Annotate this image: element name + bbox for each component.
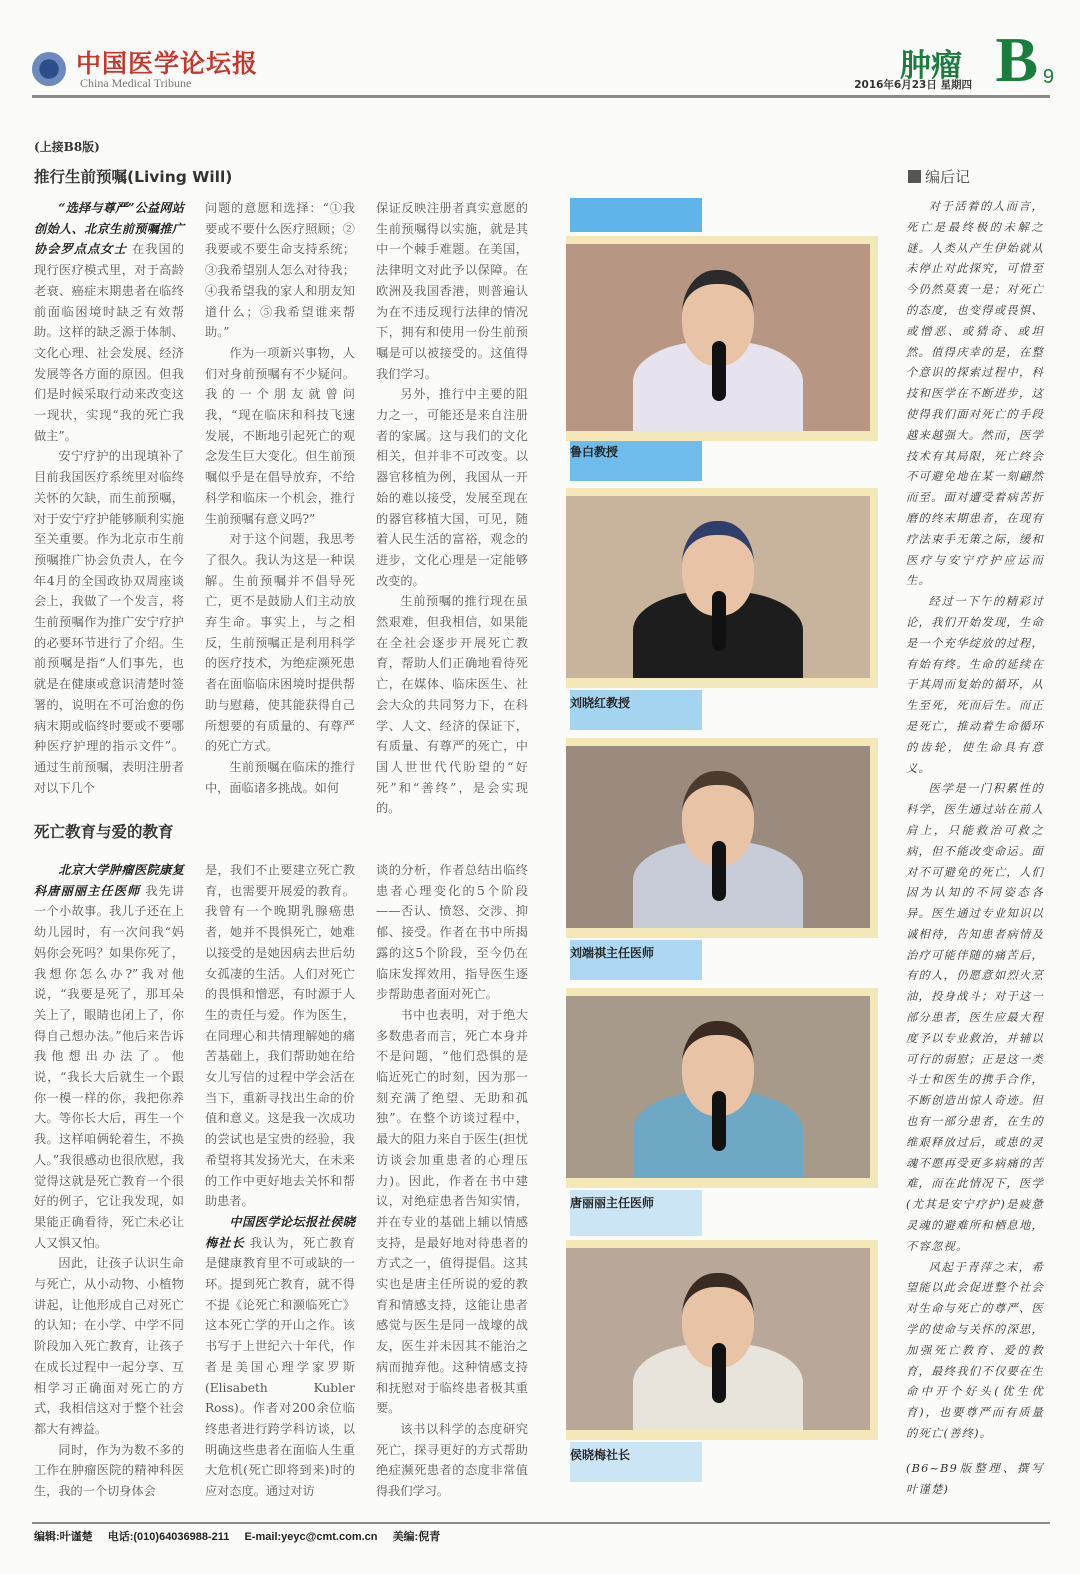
editor-note-body xyxy=(906,197,1044,1500)
editor-paragraph: 经过一下午的精彩讨论，我们开始发现，生命是一个充华绽放的过程，有始有终。生命的延续在于其周而复始的循环，从生至死，死而后生。而正是死亡，推动着生命循环的齿轮，使生命具有意义。 xyxy=(906,595,1044,775)
photo-block-2 xyxy=(566,488,878,688)
paragraph: 安宁疗护的出现填补了目前我国医疗系统里对临终关怀的欠缺，而生前预嘱，对于安宁疗护能够顺利实施至关重要。作为北京市生前预嘱推广协会负责人，在今年4月的全国政协双周座谈会上，我做了一个发言，将生前预嘱作为推广安宁疗护的必要环节进行了介绍。生前预嘱是指“人们事先，也就是在健康或意识清楚时签署的，说明在不可治愈的伤病末期或临终时要或不要哪种医疗护理的指示文件”。通过生前预嘱，表明注册者对以下几个 xyxy=(34,449,184,795)
caption-bar-top xyxy=(570,198,702,232)
microphone-icon xyxy=(712,341,726,401)
paragraph: 是，我们不止要建立死亡教育，也需要开展爱的教育。我曾有一个晚期乳腺癌患者，她并不畏惧死亡，她难以接受的是她因病去世后幼女孤凄的生活。人们对死亡的畏惧和憎恶，有时源于人生的责任与爱。作为医生，在同理心和共情理解她的痛苦基础上，我们帮助她在给女儿写信的过程中学会活在当下，重新寻找出生命的价值和意义。这是我一次成功的尝试也是宝贵的经验，我希望将其发扬光大，在未来的工作中更好地去关怀和帮助患者。 xyxy=(205,863,355,1209)
speaker-lead: “选择与尊严”公益网站创始人、北京生前预嘱推广协会罗点点女士 xyxy=(34,201,184,257)
editor-paragraph: 对于活着的人而言，死亡是最终极的未解之谜。人类从产生伊始就从未停止对此探究，可惜至今仍然莫衷一是；对死亡的态度，也变得或畏惧、或憎恶、或猜奇、或坦然。值得庆幸的是，在整个意识的探索过程中，科技和医学在不断进步，这使得我们面对死亡的手段越来越强大。然而，医学技术有其局限，死亡终会不可避免地在某一刻翩然而至。面对遭受着病苦折磨的终末期患者，在现有疗法束手无策之际，缓和医疗与安宁疗护应运而生。 xyxy=(906,200,1044,588)
section-title: 肿瘤 xyxy=(900,48,962,84)
paragraph: “选择与尊严”公益网站创始人、北京生前预嘱推广协会罗点点女士 在我国的现行医疗模式里，对于高龄老衰、癌症末期患者在临终前面临困境时缺乏有效帮助。这样的缺乏源于体制、文化心理、社会发展、经济发展等各方面的原因。但我们是时候采取行动来改变这一现状，实现“我的死亡我做主”。 xyxy=(34,201,185,443)
footer-designer: 美编:倪青 xyxy=(392,1531,441,1543)
photo-caption: 侯晓梅社长 xyxy=(570,1448,631,1462)
paragraph: 北京大学肿瘤医院康复科唐丽丽主任医师 我先讲一个小故事。我儿子还在上幼儿园时，有一次问我“妈妈你会死吗？如果你死了，我想你怎么办?”我对他说，“我要是死了，那耳朵关上了，眼睛也闭上了，你得自己想办法。”他后来告诉我他想出办法了。他说，“我长大后就生一个跟你一模一样的你，我把你养大。等你长大后，再生一个我。这样咱俩轮着生，不换人。”我很感动也很欣慰，我觉得这就是死亡教育一个很好的例子，它让我发现，如果能正确看待，死亡未必让人又惧又怕。 xyxy=(34,863,185,1250)
microphone-icon xyxy=(712,591,726,651)
issue-date: 2016年6月23日 星期四 xyxy=(854,79,972,91)
article2-col1 xyxy=(34,860,184,1502)
footer-info xyxy=(34,1528,452,1544)
paragraph: 生前预嘱的推行现在虽然艰难，但我相信，如果能在全社会逐步开展死亡教育，帮助人们正确地看待死亡，在媒体、临床医生、社会大众的共同努力下，在科学、人文、经济的保证下，有质量、有尊严的死亡，中国人世世代代盼望的“好死”和“善终”，是会实现的。 xyxy=(376,594,528,816)
article1-col3 xyxy=(376,198,528,819)
photo-caption: 刘端祺主任医师 xyxy=(570,946,655,960)
paragraph: 书中也表明，对于绝大多数患者而言，死亡本身并不是问题，“他们恐惧的是临近死亡的时刻，因为那一刻充满了绝望、无助和孤独”。在整个访谈过程中，最大的阻力来自于医生(担忧访谈会加重患者的心理压力)。因此，作者在书中建议，对绝症患者告知实情，并在专业的基础上辅以情感支持，是最好地对待患者的方式之一，值得提倡。这其实也是唐主任所说的爱的教育和情感支持，这能让患者感觉与医生是同一战壕的战友，医生并未因其不能治之病而抛弃他。这种情感支持和抚慰对于临终患者极其重要。 xyxy=(376,1007,528,1416)
paragraph: 作为一项新兴事物，人们对身前预嘱有不少疑问。我的一个朋友就曾问我，“现在临床和科技飞速发展，不断地引起死亡的观念发生巨大变化。但生前预嘱似乎是在倡导放弃，不给科学和临床一个机会，推行生前预嘱有意义吗?” xyxy=(205,345,355,526)
microphone-icon xyxy=(712,1343,726,1403)
paragraph: 保证反映注册者真实意愿的生前预嘱得以实施，就是其中一个棘手难题。在美国，法律明文对此予以保障。在欧洲及我国香港，则普遍认为在不违反现行法律的情况下，拥有和使用一份生前预嘱是可以被接受的。这值得我们学习。 xyxy=(376,201,528,381)
footer-rule xyxy=(32,1522,1050,1524)
speaker-photo xyxy=(566,746,870,928)
speaker-photo xyxy=(566,244,870,431)
editor-paragraph: 医学是一门积累性的科学，医生通过站在前人肩上，只能救治可救之病，但不能改变命运。面对不可避免的死亡，人们因为认知的不同姿态各异。医生通过专业知识以诚相待，告知患者病情及治疗可能伴随的痛苦后，有的人，仍愿意如烈火烹油，投身战斗；对于这一部分患者，医生应最大程度予以专业救治，并辅以可行的弱慰；正是这一类斗士和医生的携手合作，不断创造出惊人奇迹。但也有一部分患者，在生的维艰释放过后，或患的灵魂不愿再受更多病痛的苦难，而在此情况下，医学(尤其是安宁疗护)是疲惫灵魂的避难所和栖息地，不容忽视。 xyxy=(906,782,1044,1253)
editor-paragraph: 风起于青萍之末，希望能以此会促进整个社会对生命与死亡的尊严、医学的使命与关怀的深思，加强死亡教育、爱的教育，最终我们不仅要在生命中开个好头(优生优育)，也要尊严而有质量的死亡(善终)。 xyxy=(906,1260,1044,1441)
paragraph: 另外，推行中主要的阻力之一，可能还是来自注册者的家属。这与我们的文化相关，但并非不可改变。以器官移植为例，我国从一开始的难以接受，发展至现在的器官移植大国，可见，随着人民生活的富裕，观念的进步，文化心理是一定能够改变的。 xyxy=(376,387,528,588)
square-bullet-icon xyxy=(908,170,921,183)
paragraph: 生前预嘱在临床的推行中，面临诸多挑战。如何 xyxy=(205,759,355,795)
speaker-lead: 北京大学肿瘤医院康复科唐丽丽主任医师 xyxy=(34,863,184,898)
article1-col2 xyxy=(205,198,355,798)
photo-block-4 xyxy=(566,988,878,1188)
microphone-icon xyxy=(712,841,726,901)
continued-note: (上接B8版) xyxy=(34,140,100,154)
photo-block-3 xyxy=(566,738,878,938)
editor-credit: (B6~B9版整理、撰写 叶谨楚) xyxy=(906,1461,1044,1496)
microphone-icon xyxy=(712,1091,726,1151)
article2-col3 xyxy=(376,860,528,1502)
page-number: 9 xyxy=(1042,66,1054,88)
speaker-photo xyxy=(566,496,870,678)
article2-col2 xyxy=(205,860,355,1502)
paragraph: 同时，作为为数不多的工作在肿瘤医院的精神科医生，我的一个切身体会 xyxy=(34,1442,184,1499)
footer-phone: 电话:(010)64036988-211 xyxy=(107,1531,230,1543)
paragraph: 该书以科学的态度研究死亡，探寻更好的方式帮助绝症濒死患者的态度非常值得我们学习。 xyxy=(376,1421,528,1499)
editor-note-heading: 编后记 xyxy=(908,166,970,187)
page-letter: B xyxy=(995,24,1038,95)
paragraph: 问题的意愿和选择：“①我要或不要什么医疗照顾；②我要或不要生命支持系统；③我希望别人怎么对待我；④我希望我的家人和朋友知道什么；⑤我希望谁来帮助。” xyxy=(205,201,355,340)
paragraph: 因此，让孩子认识生命与死亡，从小动物、小植物讲起，让他形成自己对死亡的认知；在小学、中学不同阶段加入死亡教育，让孩子在成长过程中一起分享、互相学习正确面对死亡的方式，我相信这对于整个社会都大有裨益。 xyxy=(34,1256,184,1436)
newspaper-globe-logo-icon xyxy=(32,52,66,86)
article2-heading: 死亡教育与爱的教育 xyxy=(34,823,174,841)
paragraph: 谈的分析，作者总结出临终患者心理变化的5个阶段——否认、愤怒、交涉、抑郁、接受。作者在书中所揭露的这5个阶段，至今仍在临床发挥效用，指导医生逐步帮助患者面对死亡。 xyxy=(376,863,528,1002)
article1-col1 xyxy=(34,198,184,798)
paragraph: 中国医学论坛报社侯晓梅社长 我认为，死亡教育是健康教育里不可或缺的一环。提到死亡教育，就不得不提《论死亡和濒临死亡》这本死亡学的开山之作。该书写于上世纪六十年代，作者是美国心理学家罗斯(Elisabeth Kubler Ross)。作者对200余位临终患者进行跨学科访谈，以明确这些患者在面临人生重大危机(死亡即将到来)时的应对态度。通过对访 xyxy=(205,1214,356,1499)
article1-heading: 推行生前预嘱(Living Will) xyxy=(34,168,233,186)
photo-block-1 xyxy=(566,236,878,441)
paragraph: 对于这个问题，我思考了很久。我认为这是一种误解。生前预嘱并不倡导死亡，更不是鼓励人们主动放弃生命。事实上，与之相反，生前预嘱正是利用科学的医疗技术，为绝症濒死患者在面临临床困境时提供帮助与慰藉，使其能获得自己所想要的有质量的、有尊严的死亡方式。 xyxy=(205,532,355,754)
speaker-lead: 中国医学论坛报社侯晓梅社长 xyxy=(205,1214,355,1250)
photo-block-5 xyxy=(566,1240,878,1440)
header-rule xyxy=(32,95,1050,98)
photo-caption: 刘晓红教授 xyxy=(570,696,631,710)
newspaper-name-cn: 中国医学论坛报 xyxy=(76,49,259,78)
footer-editor: 编辑:叶谨楚 xyxy=(34,1531,93,1543)
photo-caption: 唐丽丽主任医师 xyxy=(570,1196,655,1210)
footer-email[interactable]: E-mail:yeyc@cmt.com.cn xyxy=(244,1531,378,1543)
speaker-photo xyxy=(566,1248,870,1430)
photo-caption: 鲁白教授 xyxy=(570,445,619,459)
newspaper-name-en: China Medical Tribune xyxy=(80,76,192,90)
speaker-photo xyxy=(566,996,870,1178)
